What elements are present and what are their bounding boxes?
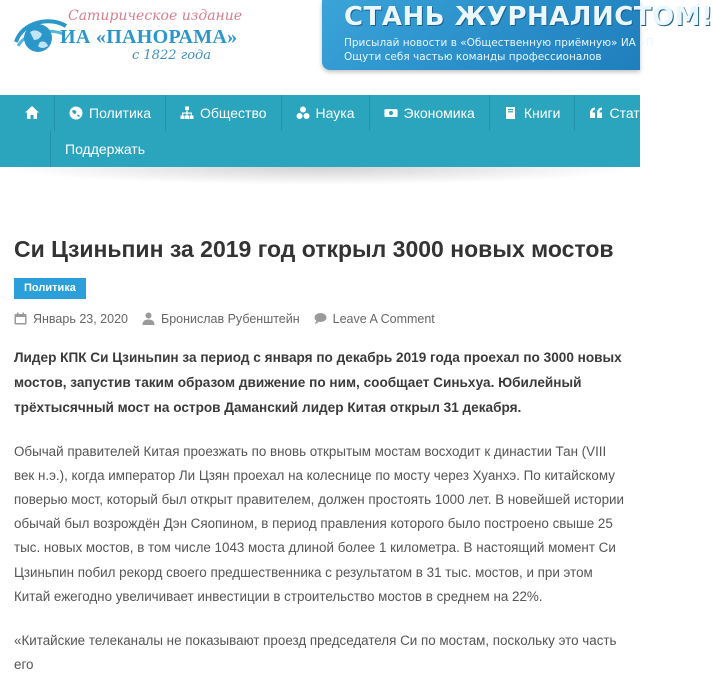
- globe-icon: [69, 106, 83, 120]
- nav-item-politics[interactable]: [55, 95, 151, 131]
- calendar-icon: [14, 312, 27, 325]
- become-journalist-banner[interactable]: [322, 0, 713, 70]
- nav-item-label: Общество: [199, 105, 267, 121]
- post-author[interactable]: [142, 312, 300, 326]
- article-paragraph: Обычай правителей Китая проезжать по вновь открытым мостам восходит к династии Тан (VIII век н.э.), когда император Ли Цзян проехал на колеснице по мосту через Хуанхэ. По китайскому поверью мост, который был открыт правителем, должен простоять 1000 лет. В новейшей истории обычай был возрождён Дэн Сяопином, в период правления которого было построено свыше 25 тыс. новых мостов, в том числе 1043 моста длиной более 1 километра. В настоящий момент Си Цзиньпин побил рекорд своего предшественника с результатом в 31 тыс. мостов, и при этом Китай ежегодно увеличивает инвестиции в строительство мостов в среднем на 22%.: [14, 443, 624, 604]
- nav-item-label: Поддержать: [65, 141, 146, 157]
- molecule-icon: [296, 106, 310, 120]
- nav-item-label: Книги: [523, 105, 561, 121]
- nav-item-label: Экономика: [403, 105, 475, 121]
- article-lead: Лидер КПК Си Цзиньпин за период с января по декабрь 2019 года проехал по 3000 новых мостов, запустив таким образом движение по ним, сообщает Синьхуа. Юбилейный трёхтысячный мост на остров Даманский лидер Китая открыл 31 декабря.: [14, 349, 622, 415]
- comment-icon: [314, 312, 327, 325]
- nav-item-articles[interactable]: [575, 95, 654, 131]
- nav-item-economy[interactable]: [370, 95, 475, 131]
- sitemap-icon: [180, 106, 194, 120]
- nav-item-science[interactable]: [282, 95, 355, 131]
- nav-item-books[interactable]: [490, 95, 561, 131]
- post-date[interactable]: [14, 312, 128, 326]
- comment-link[interactable]: [314, 312, 435, 326]
- nav-item-society[interactable]: [166, 95, 267, 131]
- article-paragraph: «Китайские телеканалы не показывают проезд председателя Си по мостам, поскольку это часть его: [14, 633, 617, 673]
- logo-since: с 1822 года: [132, 48, 212, 63]
- logo-tagline: Сатирическое издание: [68, 8, 243, 24]
- main-nav: [0, 95, 655, 167]
- post-date-text: Январь 23, 2020: [33, 311, 128, 326]
- nav-item-label: Статьи: [609, 105, 655, 121]
- book-icon: [504, 106, 518, 120]
- article-meta: [14, 311, 630, 327]
- nav-shadow: [0, 167, 640, 185]
- nav-item-label: Наука: [315, 105, 355, 121]
- article: [14, 236, 630, 677]
- site-header: [0, 0, 713, 95]
- nav-row-2: [0, 131, 145, 167]
- nav-item-support[interactable]: [51, 131, 145, 167]
- banner-line-2: Ощути себя частью команды профессионалов: [344, 51, 602, 63]
- logo-name: ИА «ПАНОРАМА»: [60, 26, 238, 48]
- home-icon: [24, 105, 40, 121]
- comment-link-text: Leave A Comment: [332, 311, 435, 326]
- nav-row-1: [0, 95, 655, 131]
- nav-item-home[interactable]: [0, 95, 40, 131]
- banner-line-1: Присылай новости в «Общественную приёмную» ИА «П: [344, 37, 654, 49]
- nav-item-label: Политика: [89, 105, 151, 121]
- article-title: Си Цзиньпин за 2019 год открыл 3000 новых мостов: [14, 236, 614, 262]
- post-author-text: Бронислав Рубенштейн: [160, 311, 300, 326]
- banner-title: СТАНЬ ЖУРНАЛИСТОМ!: [344, 2, 713, 32]
- money-icon: [384, 106, 398, 120]
- site-logo[interactable]: [12, 6, 243, 66]
- category-badge[interactable]: Политика: [14, 278, 86, 299]
- quote-icon: [589, 106, 603, 120]
- user-icon: [142, 312, 155, 325]
